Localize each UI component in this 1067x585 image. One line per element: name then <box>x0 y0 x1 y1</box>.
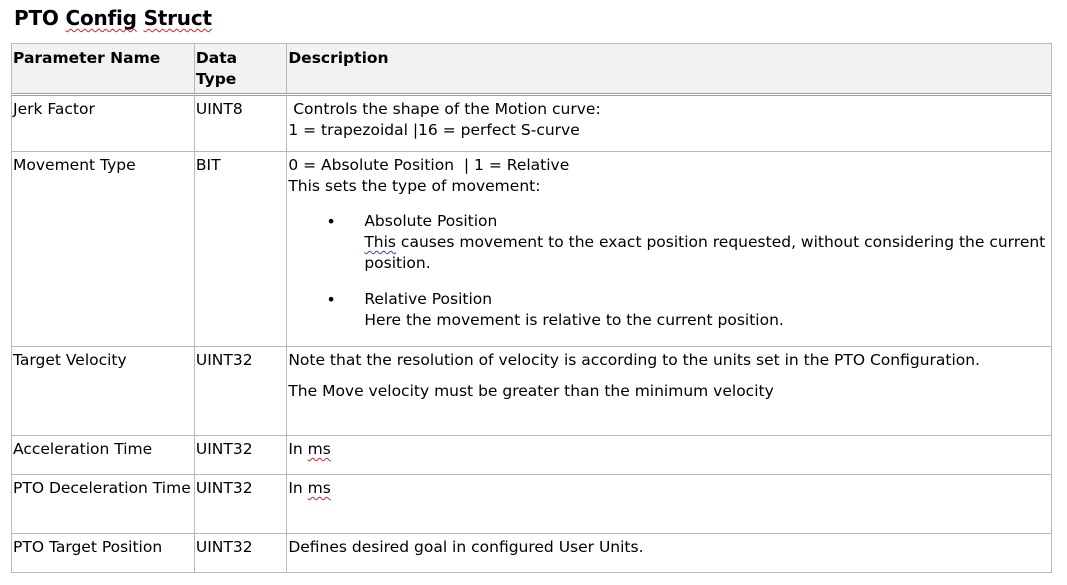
bullet-text-this: This <box>364 233 396 251</box>
header-data-type-line2: Type <box>195 70 237 88</box>
table-row <box>12 95 1052 152</box>
param-description: Defines desired goal in configured User Units. <box>287 534 1052 573</box>
param-name: PTO Deceleration Time <box>12 475 195 534</box>
table-row <box>12 534 1052 573</box>
param-description <box>287 347 1052 436</box>
table-row <box>12 152 1052 347</box>
header-data-type-line1: Data <box>195 49 238 67</box>
title-space <box>137 6 144 30</box>
velocity-desc-para1: Note that the resolution of velocity is according to the units set in the PTO Configuration. <box>288 351 981 369</box>
param-type: UINT32 <box>194 475 286 534</box>
bullet-icon: • <box>326 212 336 231</box>
param-name: Target Velocity <box>12 347 195 436</box>
list-item <box>288 211 1050 274</box>
param-name: Acceleration Time <box>12 436 195 475</box>
jerk-desc-line1: Controls the shape of the Motion curve: <box>288 100 601 118</box>
param-type: BIT <box>194 152 286 347</box>
param-type: UINT32 <box>194 436 286 475</box>
header-data-type <box>194 44 286 95</box>
table-row <box>12 347 1052 436</box>
jerk-desc-line2: 1 = trapezoidal |16 = perfect S-curve <box>288 121 580 139</box>
movement-desc-line1: 0 = Absolute Position | 1 = Relative <box>288 156 570 174</box>
param-type: UINT8 <box>194 95 286 152</box>
title-word-config: Config <box>65 6 137 30</box>
bullet-text: Here the movement is relative to the current position. <box>364 311 784 329</box>
param-type: UINT32 <box>194 534 286 573</box>
bullet-title: Relative Position <box>364 290 493 308</box>
accel-desc-prefix: In <box>288 440 308 458</box>
decel-desc-unit: ms <box>307 479 331 497</box>
table-header-row <box>12 44 1052 95</box>
bullet-text <box>364 232 1050 274</box>
decel-desc-prefix: In <box>288 479 308 497</box>
movement-desc-line2: This sets the type of movement: <box>288 177 541 195</box>
param-description <box>287 475 1052 534</box>
param-name: Jerk Factor <box>12 95 195 152</box>
movement-bullet-list <box>288 211 1050 331</box>
param-name: PTO Target Position <box>12 534 195 573</box>
parameter-table <box>11 43 1052 573</box>
param-name: Movement Type <box>12 152 195 347</box>
title-prefix: PTO <box>14 6 66 30</box>
param-type: UINT32 <box>194 347 286 436</box>
bullet-title: Absolute Position <box>364 212 498 230</box>
header-description: Description <box>287 44 1052 95</box>
param-description <box>287 95 1052 152</box>
bullet-text-rest: causes movement to the exact position requested, without considering the current position. <box>364 233 1046 272</box>
param-description <box>287 436 1052 475</box>
param-description <box>287 152 1052 347</box>
page-title <box>14 6 212 30</box>
accel-desc-unit: ms <box>307 440 331 458</box>
list-item <box>288 289 1050 331</box>
table-row <box>12 475 1052 534</box>
table-row <box>12 436 1052 475</box>
header-parameter-name: Parameter Name <box>12 44 195 95</box>
title-word-struct: Struct <box>143 6 212 30</box>
bullet-icon: • <box>326 290 336 309</box>
velocity-desc-para2: The Move velocity must be greater than the minimum velocity <box>288 382 774 400</box>
